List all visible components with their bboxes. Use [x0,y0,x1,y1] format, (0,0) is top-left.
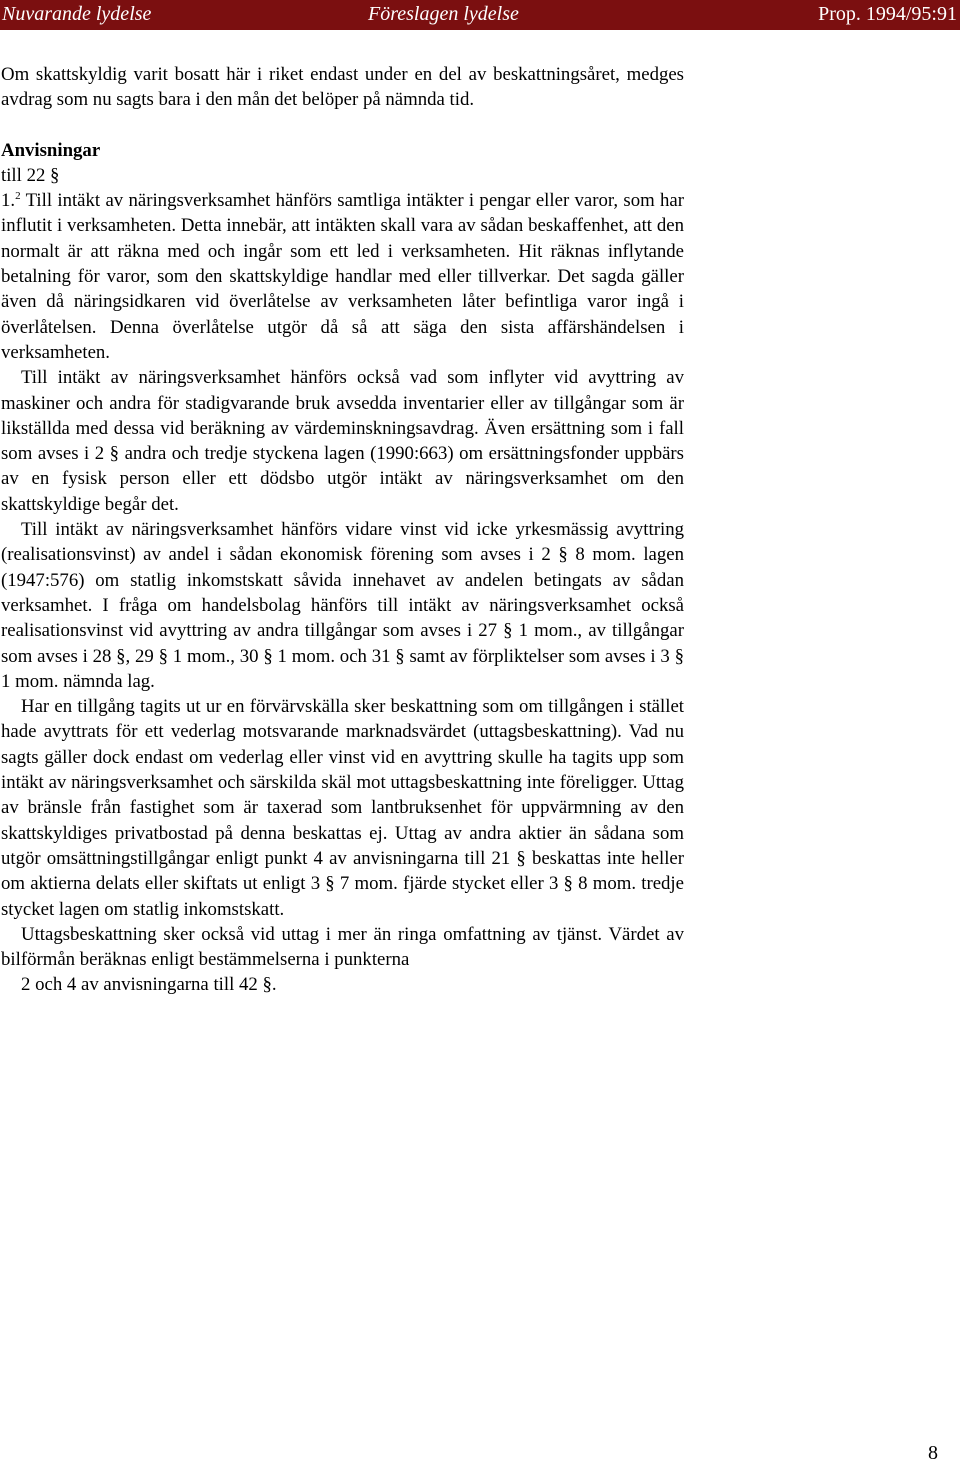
page-header [0,0,960,30]
paragraph-3: Till intäkt av näringsverksamhet hänförs vidare vinst vid icke yrkesmässig avyttring (realisationsvinst) av andel i sådan ekonomisk förening som avses i 2 § 8 mom. lagen (1947:576) om statlig inkomstskatt såvida innehavet av andelen betingats av sådan verksamhet. I fråga om handelsbolag hänförs till intäkt av näringsverksamhet också realisationsvinst vid avyttring av andra tillgångar som avses i 27 § 1 mom., av tillgångar som avses i 28 §, 29 § 1 mom., 30 § 1 mom. och 31 § samt av förpliktelser som avses i 3 § 1 mom. nämnda lag. [1,519,684,692]
header-proposition-number: Prop. 1994/95:91 [818,3,957,25]
paragraph-1-text: Till intäkt av näringsverksamhet hänförs samtliga intäkter i pengar eller varor, som har influtit i verksamheten. Detta innebär, att intäkten skall vara av sådan beskaffenhet, att den normalt är att räkna med och ingår som ett led i verksamheten. Hit räknas inflytande betalning för varor, som den skattskyldige handlar med eller tillverkar. Det sagda gäller även då näringsidkaren vid överlåtelse av verksamheten låter befintliga varor ingå i överlåtelsen. Denna överlåtelse utgör då så att säga den sista affärshändelsen i verksamheten. [1,190,685,363]
page-number: 8 [928,1442,938,1464]
paragraph-spacer [1,113,684,138]
paragraph-5-continuation: 2 och 4 av anvisningarna till 42 §. [21,974,277,996]
paragraph-2: Till intäkt av näringsverksamhet hänförs också vad som inflyter vid avyttring av maskiner och andra för stadigvarande bruk avsedda inventarier eller av tillgångar som är likställda med dessa vid beräkning av värdeminskningsavdrag. Även ersättning som i fall som avses i 2 § andra och tredje styckena lagen (1990:663) om ersättningsfonder uppbärs av en fysisk person eller ett dödsbo utgör intäkt av näringsverksamhet om den skattskyldige begår det. [1,367,684,515]
header-proposed-wording: Föreslagen lydelse [368,3,519,25]
section-subheading: till 22 § [1,164,60,186]
section-heading: Anvisningar [1,139,101,161]
document-body [1,62,684,998]
item-number: 1. [1,190,16,212]
paragraph-5: Uttagsbeskattning sker också vid uttag i mer än ringa omfattning av tjänst. Värdet av bilförmån beräknas enligt bestämmelserna i punkterna [1,923,684,971]
intro-paragraph: Om skattskyldig varit bosatt här i riket endast under en del av beskattningsåret, medges avdrag som nu sagts bara i den mån det belöper på nämnda tid. [1,64,684,111]
header-current-wording: Nuvarande lydelse [2,3,152,25]
paragraph-4: Har en tillgång tagits ut ur en förvärvskälla sker beskattning som om tillgången i stället hade avyttrats för ett vederlag motsvarande marknadsvärdet (uttagsbeskattning). Vad nu sagts gäller dock endast om vederlag eller vinst vid en avyttring skulle ha tagits upp som intäkt av näringsverksamhet och särskilda skäl mot uttagsbeskattning inte föreligger. Uttag av bränsle från fastighet som är taxerad som lantbruksenhet för uppvärmning av den skattskyldiges privatbostad på denna beskattas ej. Uttag av andra aktier än sådana som utgör omsättningstillgångar enligt punkt 4 av anvisningarna till 21 § beskattas inte heller om aktierna delats eller skiftats ut enligt 3 § 7 mom. fjärde stycket eller 3 § 8 mom. tredje stycket lagen om statlig inkomstskatt. [1,696,684,920]
paragraph-1 [1,188,684,365]
footnote-reference: 2 [15,190,21,203]
